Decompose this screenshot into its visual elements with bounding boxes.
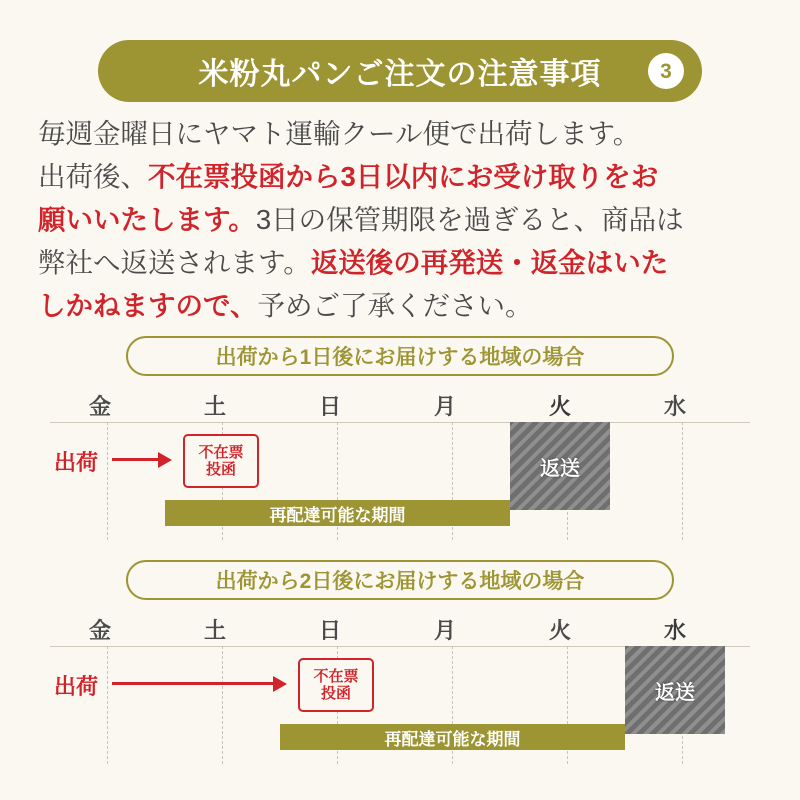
day-label-mon: 月 [433,618,456,643]
section-2-label: 出荷から2日後にお届けする地域の場合 [215,570,585,593]
ship-label-1: 出荷 [54,450,99,475]
grid-top-line [50,422,750,423]
paragraph-line-4 [38,241,768,284]
absence-notice-line-2: 投函 [205,461,236,478]
arrow-head [158,452,172,468]
page-title: 米粉丸パンご注文の注意事項 [198,58,602,91]
day-label-sat: 土 [203,394,226,419]
arrow-line [112,682,275,685]
grid-divider [682,422,684,540]
day-label-tue: 火 [548,618,571,643]
text-plain: 弊社へ返送されます。 [38,247,311,278]
text-emphasis: しかねますので、 [38,290,258,321]
grid-divider [107,646,109,764]
ship-arrow-2 [112,676,287,692]
paragraph-line-3 [38,198,768,241]
text-plain: 予めご了承ください。 [257,290,533,321]
timeline-grid-1 [50,422,750,540]
paragraph-line-2 [38,155,768,198]
paragraph-line-5 [38,284,768,327]
day-label-fri: 金 [88,394,111,419]
text-emphasis: 願いいたします。 [38,204,256,235]
return-block-2 [625,646,725,734]
page-number-badge: 3 [648,53,684,89]
absence-notice-box-1 [183,434,259,488]
return-label: 返送 [540,457,580,480]
day-label-sun: 日 [318,618,341,643]
text-emphasis: 返送後の再発送・返金はいた [310,247,669,278]
grid-divider [107,422,109,540]
header-banner [98,40,702,102]
day-label-fri: 金 [88,618,111,643]
arrow-head [273,676,287,692]
day-label-wed: 水 [663,618,686,643]
return-label: 返送 [655,681,695,704]
return-block-1 [510,422,610,510]
day-label-tue: 火 [548,394,571,419]
ship-arrow-1 [112,452,172,468]
text-plain: 出荷後、 [38,161,148,192]
section-2-pill [126,560,674,600]
section-1-pill [126,336,674,376]
redelivery-bar-2 [280,724,625,750]
absence-notice-box-2 [298,658,374,712]
absence-notice-line-1: 不在票 [313,667,359,685]
ship-label-2: 出荷 [54,674,99,699]
day-header-row-1 [50,390,750,422]
redelivery-bar-1 [165,500,510,526]
arrow-line [112,458,160,461]
day-label-sat: 土 [203,618,226,643]
absence-notice-line-1: 不在票 [198,443,244,461]
day-label-mon: 月 [433,394,456,419]
grid-divider [222,646,224,764]
text-plain: 毎週金曜日にヤマト運輸クール便で出荷します。 [38,118,641,149]
notice-paragraph [38,112,768,327]
timeline-section-2 [0,560,800,764]
paragraph-line-1 [38,112,768,155]
timeline-grid-2 [50,646,750,764]
absence-notice-line-2: 投函 [320,685,351,702]
timeline-section-1 [0,336,800,540]
timeline-chart-1 [50,390,750,540]
text-emphasis: 不在票投函から3日以内にお受け取りをお [148,161,659,192]
day-label-sun: 日 [318,394,341,419]
redelivery-label: 再配達可能な期間 [384,729,521,749]
day-header-row-2 [50,614,750,646]
redelivery-label: 再配達可能な期間 [269,505,406,525]
day-label-wed: 水 [663,394,686,419]
text-plain: 3日の保管期限を過ぎると、商品は [255,204,684,235]
section-1-label: 出荷から1日後にお届けする地域の場合 [215,346,585,369]
timeline-chart-2 [50,614,750,764]
